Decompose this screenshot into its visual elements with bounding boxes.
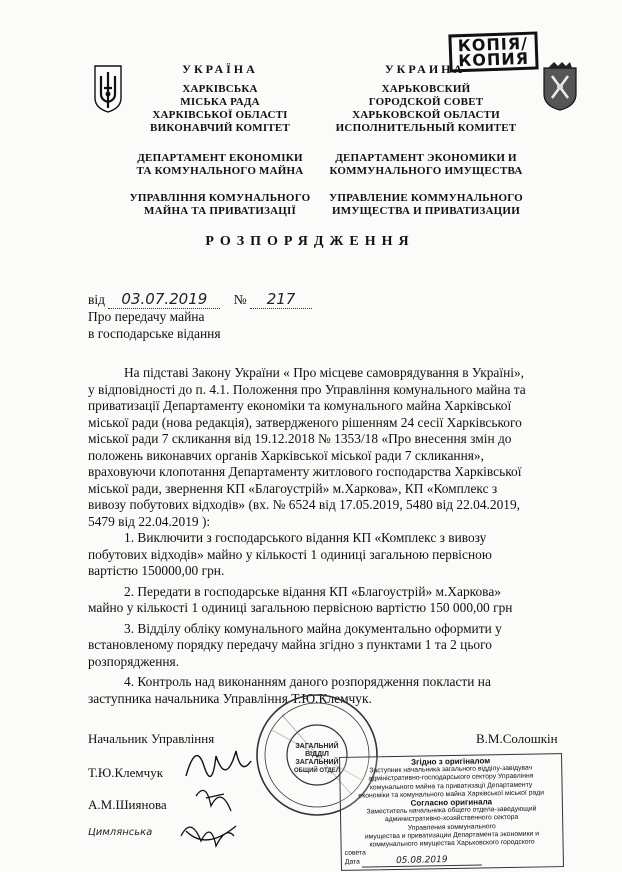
header-ua-department-line: ДЕПАРТАМЕНТ ЕКОНОМІКИ (137, 152, 303, 164)
header-ru-council-line: ГОРОДСКОЙ СОВЕТ (368, 96, 484, 108)
cert-line: економіки та комунального майна Харківської міської ради (358, 789, 545, 800)
cert-line: адміністративно-господарського сектору Управління (368, 772, 534, 783)
item-line: встановленому порядку передачу майна згідно з пунктами 1 та 2 цього (88, 637, 492, 652)
item-line: вартістю 150000,00 грн. (88, 563, 225, 578)
header-ua-council (120, 83, 320, 135)
header-ua-country: УКРАЇНА (182, 62, 258, 76)
approver-name: А.М.Шиянова (88, 797, 167, 812)
subject-line: в господарське відання (88, 325, 221, 341)
body-line: враховуючи клопотання Департаменту житлового господарства Харківської (88, 464, 522, 479)
header-ua-directorate-line: МАЙНА ТА ПРИВАТИЗАЦІЇ (143, 205, 297, 217)
city-emblem-icon (540, 62, 580, 112)
item-line: 2. Передати в господарське відання КП «Благоустрій» м.Харкова» (124, 583, 501, 599)
subject-line: Про передачу майна (88, 309, 205, 324)
item-line: 3. Відділу обліку комунального майна документально оформити у (124, 620, 502, 636)
header-ru-council-line: ИСПОЛНИТЕЛЬНЫЙ КОМИТЕТ (335, 122, 517, 134)
cert-title-ru: Согласно оригинала (410, 797, 493, 808)
cert-date-value: 05.08.2019 (362, 856, 482, 867)
header-ru-council-line: ХАРЬКОВСКИЙ (381, 83, 471, 95)
body-line: міської ради (нова редакція), затвердженого рішенням 24 сесії Харківського (88, 414, 522, 430)
body-line: міської ради, звернення КП «Благоустрій» м.Харкова», КП «Комплекс з (88, 480, 498, 496)
item-line: 1. Виключити з господарського відання КП «Комплекс з вивозу (124, 530, 487, 545)
copy-stamp-line1: КОПІЯ/ (457, 33, 529, 56)
list-item (88, 530, 570, 580)
header-ru-department-line: КОММУНАЛЬНОГО ИМУЩЕСТВА (329, 165, 523, 177)
header-ru-country: УКРАИНА (384, 62, 466, 76)
list-item (88, 584, 570, 617)
cert-line: Заместитель начальника общего отдела-заведующий (366, 805, 537, 816)
body-line: приватизації Департаменту економіки та комунального майна Харківської (88, 398, 512, 413)
item-line: майно у кількості 1 одиниці загальною первісною вартістю 150 000,00 грн (88, 600, 513, 615)
seal-line: ОБЩИЙ ОТДЕЛ (293, 768, 341, 774)
header-ua-directorate-line: УПРАВЛІННЯ КОМУНАЛЬНОГО (129, 192, 311, 204)
header-ua-department-line: ТА КОМУНАЛЬНОГО МАЙНА (136, 165, 304, 177)
certification-stamp (339, 753, 564, 871)
handwritten-signatures (176, 736, 286, 856)
header-ru-council-line: ХАРЬКОВСКОЙ ОБЛАСТИ (352, 109, 500, 121)
date-value: 03.07.2019 (108, 290, 220, 309)
head-name: В.М.Солошкін (476, 731, 558, 746)
body-preamble (88, 365, 570, 530)
header-ua-department (120, 152, 320, 178)
body-items (88, 530, 570, 707)
cert-line: комунального майна та приватизації Департаменту (369, 781, 533, 792)
cert-line: Управления коммунального (407, 822, 496, 832)
body-line: у відповідності до п. 4.1. Положення про Управління комунального майна та (88, 381, 526, 397)
body-line: міської ради 7 скликання від 19.12.2018 № 1353/18 «Про внесення змін до (88, 431, 512, 446)
header-ru-department (322, 152, 530, 178)
number-value: 217 (250, 290, 312, 309)
header-ua-council-line: МІСЬКА РАДА (180, 96, 260, 108)
seal-line: ЗАГАЛЬНИЙ (295, 743, 339, 750)
item-line: побутових відходів» майно у кількості 1 одиниці загальною первісною (88, 546, 492, 562)
body-line: вивозу побутових відходів» (вх. № 6524 від 17.05.2019, 5480 від 22.04.2019, (88, 497, 520, 512)
cert-line: административно-хозяйственного сектора (384, 814, 519, 824)
body-line: 5479 від 22.04.2019 ): (88, 513, 211, 529)
cert-line: имущества и приватизации Департамента экономики и (364, 830, 540, 841)
item-line: заступника начальника Управління Т.Ю.Клемчук. (88, 690, 372, 706)
document-title: РОЗПОРЯДЖЕННЯ (205, 234, 415, 249)
head-title: Начальник Управління (88, 731, 215, 746)
seal-line: ЗАГАЛЬНИЙ (295, 759, 339, 766)
date-label: від (88, 292, 105, 307)
body-line: На підставі Закону України « Про місцеве самоврядування в Україні», (124, 365, 525, 380)
item-line: розпорядження. (88, 653, 180, 669)
cert-date-label: Дата (344, 859, 360, 867)
header-ua-council-line: ХАРКІВСЬКОЇ ОБЛАСТІ (152, 109, 288, 121)
document-subject (88, 309, 221, 342)
cert-line: совета (344, 849, 366, 858)
cert-line: коммунального имущества Харьковского городского (369, 838, 535, 849)
header-ru-council (322, 83, 530, 135)
cert-line: Заступник начальника загального відділу-завідувач (369, 764, 533, 775)
seal-line: ВІДДІЛ (305, 751, 329, 758)
list-item (88, 621, 570, 671)
number-label: № (233, 292, 247, 307)
header-ru-directorate-line: ИМУЩЕСТВА И ПРИВАТИЗАЦИИ (332, 205, 520, 217)
approver-name: Цимлянська (88, 827, 153, 838)
document-meta (88, 290, 348, 309)
approver-name: Т.Ю.Клемчук (88, 765, 164, 780)
header-ru-directorate-line: УПРАВЛЕНИЕ КОММУНАЛЬНОГО (329, 192, 523, 204)
copy-stamp-line2: КОПИЯ (457, 48, 530, 71)
header-ru-department-line: ДЕПАРТАМЕНТ ЭКОНОМИКИ И (335, 152, 517, 164)
header-ua-directorate (120, 192, 320, 218)
header-ru-directorate (322, 192, 530, 218)
cert-title-ua: Згідно з оригіналом (411, 756, 491, 767)
header-ua-council-line: ХАРКІВСЬКА (182, 83, 258, 95)
item-line: 4. Контроль над виконанням даного розпорядження покласти на (124, 674, 491, 689)
body-line: положень виконавчих органів Харківської міської ради 7 скликання», (88, 447, 484, 463)
header-ua-council-line: ВИКОНАВЧИЙ КОМІТЕТ (150, 122, 290, 134)
